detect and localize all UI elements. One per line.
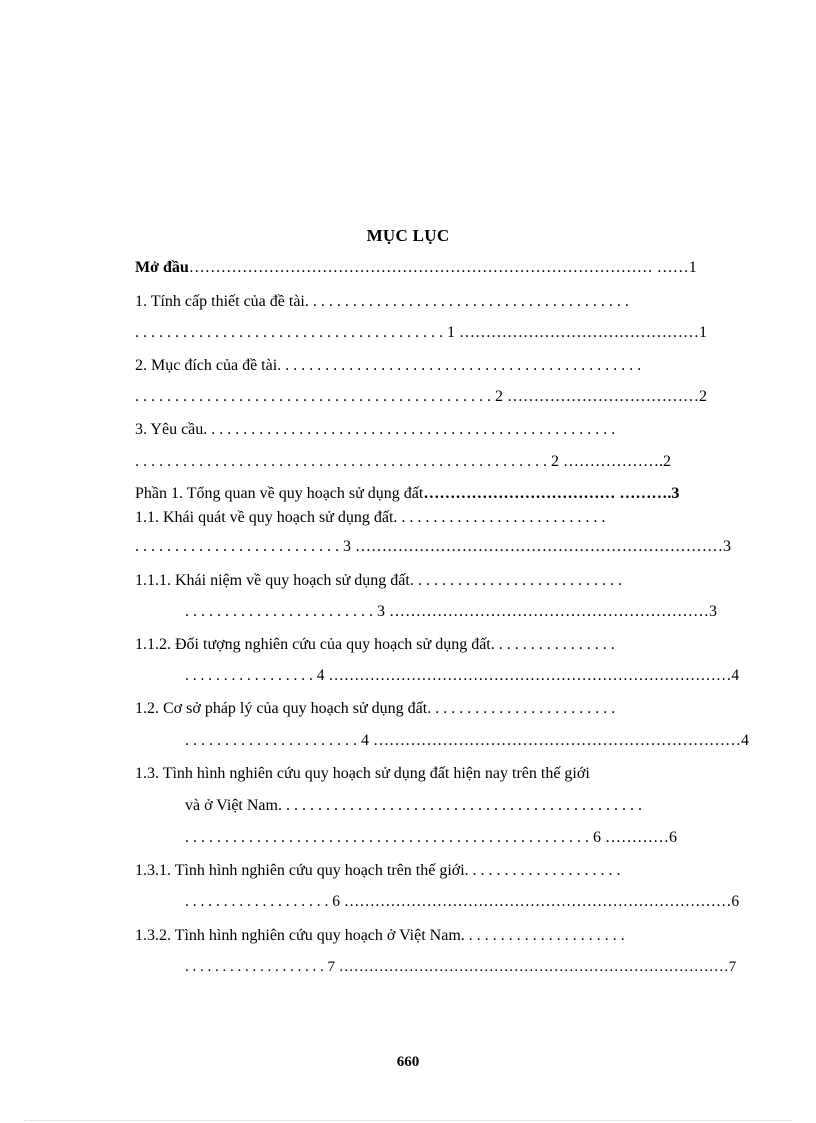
toc-entry-continuation[interactable]: . . . . . . . . . . . . . . . . . . . . . . 4 ……………………………………………………………4 bbox=[185, 732, 749, 749]
toc-entry-label: Phần 1. Tổng quan về quy hoạch sử dụng đất bbox=[135, 485, 424, 502]
toc-title: MỤC LỤC bbox=[366, 226, 450, 245]
toc-leader-dots: …………………………………………………………………………… …… bbox=[188, 259, 689, 276]
toc-entry-line[interactable]: 2. Mục đích của đề tài. . . . . . . . . . . . . . . . . . . . . . . . . . . . . . . . . . . . . . . . . . . . . . bbox=[135, 357, 642, 374]
toc-leader-dots: ……………………………… ……….3 bbox=[423, 485, 680, 502]
toc-entry-phan-1[interactable] bbox=[135, 484, 679, 504]
toc-entry-line[interactable]: 1.3. Tình hình nghiên cứu quy hoạch sử dụng đất hiện nay trên thế giới bbox=[135, 765, 590, 782]
toc-entry-continuation[interactable]: . . . . . . . . . . . . . . . . . . . . . . . . . . . . . . . . . . . . . . . 1 ………………………………………1 bbox=[135, 324, 707, 341]
toc-entry-line[interactable]: 3. Yêu cầu. . . . . . . . . . . . . . . . . . . . . . . . . . . . . . . . . . . . . . . . . . . . . . . . . . . . bbox=[135, 421, 616, 438]
toc-entry-continuation[interactable]: . . . . . . . . . . . . . . . . . . . . . . . . . . 3 ……………………………………………………………3 bbox=[135, 538, 731, 555]
toc-entry-continuation[interactable]: . . . . . . . . . . . . . . . . . . . 6 …………………………………………………………………6 bbox=[185, 893, 740, 910]
toc-entry-continuation[interactable]: . . . . . . . . . . . . . . . . . . . 7 ……………………………………………………………………7 bbox=[185, 959, 737, 975]
toc-entry-continuation[interactable]: . . . . . . . . . . . . . . . . . . . . . . . . 3 ……………………………………………………3 bbox=[185, 603, 717, 620]
toc-entry-line[interactable]: 1.3.2. Tình hình nghiên cứu quy hoạch ở Việt Nam. . . . . . . . . . . . . . . . . . . . . bbox=[135, 927, 625, 944]
toc-entry-continuation[interactable]: . . . . . . . . . . . . . . . . . 4 ……………………………………………………………………4 bbox=[185, 667, 740, 684]
toc-entry-line[interactable]: 1. Tính cấp thiết của đề tài. . . . . . . . . . . . . . . . . . . . . . . . . . . . . . . . . . . . . . . . . bbox=[135, 293, 629, 310]
toc-entry-label: Mở đầu bbox=[135, 259, 189, 276]
page-bottom-divider bbox=[24, 1120, 792, 1121]
page-number: 660 bbox=[396, 1054, 420, 1070]
toc-entry-line[interactable]: 1.1. Khái quát về quy hoạch sử dụng đất. . . . . . . . . . . . . . . . . . . . . . . . . . . bbox=[135, 509, 606, 526]
toc-entry-continuation[interactable]: . . . . . . . . . . . . . . . . . . . . . . . . . . . . . . . . . . . . . . . . . . . . . . . . . . . . 2 ……………….2 bbox=[135, 453, 671, 470]
toc-entry-line[interactable]: 1.3.1. Tình hình nghiên cứu quy hoạch trên thế giới. . . . . . . . . . . . . . . . . . . . bbox=[135, 862, 621, 879]
toc-page-ref: 1 bbox=[688, 259, 697, 276]
toc-entry-line[interactable]: 1.2. Cơ sở pháp lý của quy hoạch sử dụng đất. . . . . . . . . . . . . . . . . . . . . . . . bbox=[135, 700, 616, 717]
toc-entry-mo-dau[interactable] bbox=[135, 258, 749, 278]
toc-entry-continuation[interactable]: . . . . . . . . . . . . . . . . . . . . . . . . . . . . . . . . . . . . . . . . . . . . . . . . . . . 6 …………6 bbox=[185, 829, 677, 846]
toc-entry-line[interactable]: 1.1.1. Khái niệm về quy hoạch sử dụng đất. . . . . . . . . . . . . . . . . . . . . . . . . . . bbox=[135, 572, 622, 589]
toc-entry-line[interactable]: 1.1.2. Đối tượng nghiên cứu của quy hoạch sử dụng đất. . . . . . . . . . . . . . . . bbox=[135, 636, 615, 653]
toc-entry-continuation[interactable]: . . . . . . . . . . . . . . . . . . . . . . . . . . . . . . . . . . . . . . . . . . . . . 2 ………………………………2 bbox=[135, 388, 707, 405]
toc-entry-line[interactable]: và ở Việt Nam. . . . . . . . . . . . . . . . . . . . . . . . . . . . . . . . . . . . . . . . . . . . . . bbox=[185, 797, 642, 814]
